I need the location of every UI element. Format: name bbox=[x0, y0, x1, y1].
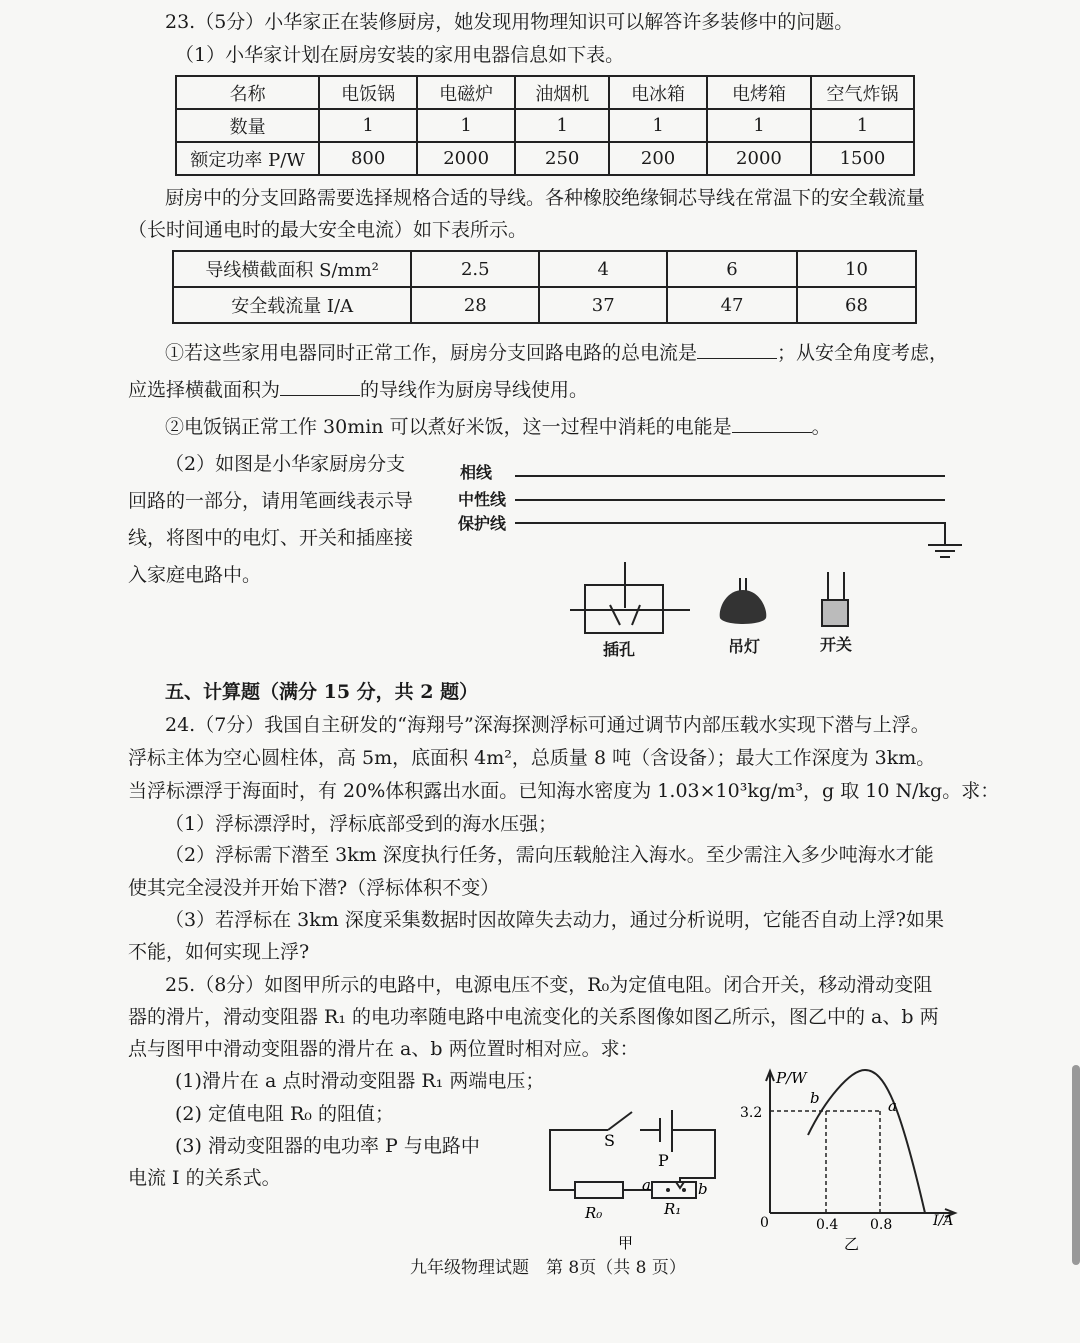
switch-icon bbox=[608, 1112, 632, 1130]
q23-sub1-line2: 应选择横截面积为 的导线作为厨房导线使用。 bbox=[128, 379, 589, 401]
table-cell: 2000 bbox=[417, 142, 515, 175]
q24-line: （1）浮标漂浮时，浮标底部受到的海水压强； bbox=[165, 813, 558, 835]
q23-sub1-line1: ①若这些家用电器同时正常工作，厨房分支回路电路的总电流是 ；从安全角度考虑， bbox=[165, 342, 949, 364]
point-a-label: a bbox=[888, 1097, 897, 1115]
circuit-diagram-jia bbox=[540, 1110, 740, 1250]
slider-p-label: P bbox=[658, 1151, 669, 1170]
table-cell: 电饭锅 bbox=[319, 76, 417, 109]
power-current-graph bbox=[740, 1065, 960, 1255]
q23-part1: （1）小华家计划在厨房安装的家用电器信息如下表。 bbox=[175, 44, 625, 66]
x-axis-label: I/A bbox=[933, 1213, 954, 1229]
q24-line: 当浮标漂浮于海面时，有 20%体积露出水面。已知海水密度为 1.03×10³kg/m³，g 取 10 N/kg。求： bbox=[128, 780, 1000, 802]
table-cell: 1 bbox=[417, 109, 515, 142]
table-cell: 电冰箱 bbox=[609, 76, 707, 109]
table-cell: 10 bbox=[797, 251, 916, 287]
table-cell: 1 bbox=[319, 109, 417, 142]
point-b-label: b bbox=[810, 1089, 820, 1107]
table-cell: 1 bbox=[811, 109, 914, 142]
x-axis bbox=[770, 1209, 955, 1217]
socket-label: 插孔 bbox=[603, 640, 636, 659]
q23-part2-l3: 线，将图中的电灯、开关和插座接 bbox=[128, 527, 414, 549]
table-cell: 空气炸锅 bbox=[811, 76, 914, 109]
resistor-r0 bbox=[575, 1182, 623, 1198]
table-cell: 4 bbox=[539, 251, 667, 287]
section-title: 五、计算题（满分 15 分，共 2 题） bbox=[165, 681, 479, 703]
switch-icon bbox=[822, 600, 848, 626]
ground-wire bbox=[515, 523, 945, 545]
q23-part2-l2: 回路的一部分，请用笔画线表示导 bbox=[128, 490, 414, 512]
y-axis-label: P/W bbox=[776, 1069, 807, 1087]
caption-jia: 甲 bbox=[618, 1234, 634, 1250]
table-cell: 68 bbox=[797, 287, 916, 323]
q25-line: (1)滑片在 a 点时滑动变阻器 R₁ 两端电压； bbox=[175, 1070, 545, 1092]
q25-line: 25.（8分）如图甲所示的电路中，电源电压不变，R₀为定值电阻。闭合开关，移动滑动变阻 bbox=[165, 974, 933, 996]
q23-part2-l1: （2）如图是小华家厨房分支 bbox=[165, 453, 406, 475]
caption-yi: 乙 bbox=[844, 1235, 860, 1253]
r0-label: R₀ bbox=[585, 1204, 603, 1222]
q23-part2-l4: 入家庭电路中。 bbox=[128, 564, 262, 586]
q24-line: 不能，如何实现上浮? bbox=[128, 941, 310, 963]
table-cell: 800 bbox=[319, 142, 417, 175]
table-cell: 47 bbox=[667, 287, 797, 323]
rheostat-r1 bbox=[652, 1182, 696, 1198]
q24-line: （3）若浮标在 3km 深度采集数据时因故障失去动力，通过分析说明，它能否自动上浮?如果 bbox=[165, 909, 944, 931]
table-cell: 1 bbox=[515, 109, 609, 142]
lamp-icon bbox=[720, 590, 767, 624]
ground-wire-label: 保护线 bbox=[458, 514, 507, 533]
table-cell: 2.5 bbox=[411, 251, 539, 287]
live-wire-label: 相线 bbox=[460, 463, 493, 482]
lamp-label: 吊灯 bbox=[728, 637, 761, 656]
q25-line: 器的滑片，滑动变阻器 R₁ 的电功率随电路中电流变化的关系图像如图乙所示，图乙中的 a、b 两 bbox=[128, 1006, 939, 1028]
x-tick-0.4: 0.4 bbox=[816, 1217, 839, 1233]
q24-line: 浮标主体为空心圆柱体，高 5m，底面积 4m²，总质量 8 吨（含设备）；最大工作深度为 3km。 bbox=[128, 747, 936, 769]
table-cell: 200 bbox=[609, 142, 707, 175]
neutral-wire-label: 中性线 bbox=[458, 490, 507, 509]
table-cell: 250 bbox=[515, 142, 609, 175]
socket-icon bbox=[570, 562, 690, 633]
y-axis bbox=[766, 1071, 774, 1213]
table-cell: 数量 bbox=[176, 109, 319, 142]
q25-line: 电流 I 的关系式。 bbox=[128, 1167, 281, 1189]
table-cell: 安全载流量 I/A bbox=[173, 287, 411, 323]
q25-line: (2) 定值电阻 R₀ 的阻值； bbox=[175, 1103, 394, 1125]
q25-line: (3) 滑动变阻器的电功率 P 与电路中 bbox=[175, 1135, 480, 1157]
q25-line: 点与图甲中滑动变阻器的滑片在 a、b 两位置时相对应。求： bbox=[128, 1038, 639, 1060]
table-cell: 额定功率 P/W bbox=[176, 142, 319, 175]
q24-line: 使其完全浸没并开始下潜?（浮标体积不变） bbox=[128, 877, 500, 899]
q23-para2: （长时间通电时的最大安全电流）如下表所示。 bbox=[128, 219, 528, 241]
table-cell: 电烤箱 bbox=[707, 76, 811, 109]
switch-s-label: S bbox=[604, 1131, 615, 1150]
table-cell: 1 bbox=[609, 109, 707, 142]
table-cell: 油烟机 bbox=[515, 76, 609, 109]
point-a-label: a bbox=[642, 1176, 651, 1194]
table-cell: 1500 bbox=[811, 142, 914, 175]
origin-label: 0 bbox=[760, 1215, 769, 1231]
q23-sub2: ②电饭锅正常工作 30min 可以煮好米饭，这一过程中消耗的电能是 。 bbox=[165, 416, 831, 438]
table-cell: 28 bbox=[411, 287, 539, 323]
table-cell: 37 bbox=[539, 287, 667, 323]
table-cell: 电磁炉 bbox=[417, 76, 515, 109]
table-cell: 1 bbox=[707, 109, 811, 142]
table-cell: 2000 bbox=[707, 142, 811, 175]
table-cell: 导线横截面积 S/mm² bbox=[173, 251, 411, 287]
r1-label: R₁ bbox=[664, 1200, 682, 1218]
q24-line: （2）浮标需下潜至 3km 深度执行任务，需向压载舱注入海水。至少需注入多少吨海水才能 bbox=[165, 844, 934, 866]
y-tick-3.2: 3.2 bbox=[740, 1105, 763, 1121]
x-tick-0.8: 0.8 bbox=[870, 1217, 893, 1233]
q24-line: 24.（7分）我国自主研发的“海翔号”深海探测浮标可通过调节内部压载水实现下潜与上浮。 bbox=[165, 714, 930, 736]
q23-para1: 厨房中的分支回路需要选择规格合适的导线。各种橡胶绝缘铜芯导线在常温下的安全载流量 bbox=[165, 187, 926, 209]
q23-title: 23.（5分）小华家正在装修厨房，她发现用物理知识可以解答许多装修中的问题。 bbox=[165, 11, 854, 33]
table-cell: 名称 bbox=[176, 76, 319, 109]
table-cell: 6 bbox=[667, 251, 797, 287]
page-footer: 九年级物理试题 第 8页（共 8 页） bbox=[410, 1258, 686, 1278]
switch-label: 开关 bbox=[820, 635, 853, 654]
point-b-label: b bbox=[698, 1180, 708, 1198]
scrollbar[interactable] bbox=[1072, 1065, 1080, 1265]
